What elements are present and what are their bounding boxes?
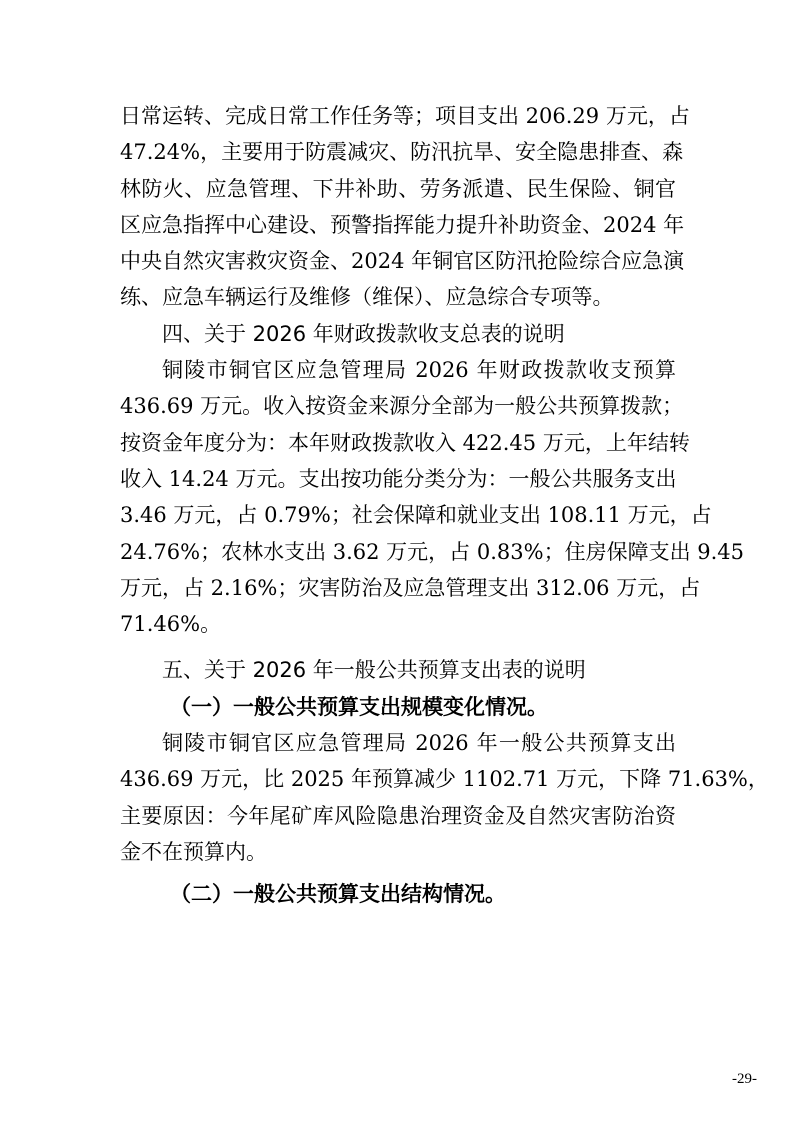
text-line: 24.76%；农林水支出 3.62 万元，占 0.83%；住房保障支出 9.45 bbox=[120, 539, 744, 564]
text-line: 按资金年度分为：本年财政拨款收入 422.45 万元，上年结转 bbox=[120, 430, 690, 455]
text-line: 铜陵市铜官区应急管理局 2026 年一般公共预算支出 bbox=[162, 731, 676, 756]
text-line: 日常运转、完成日常工作任务等；项目支出 206.29 万元，占 bbox=[120, 104, 690, 128]
section-heading-4: 四、关于 2026 年财政拨款收支总表的说明 bbox=[162, 321, 565, 346]
text-line: 中央自然灾害救灾资金、2024 年铜官区防汛抢险综合应急演 bbox=[120, 249, 685, 274]
page-number: -29- bbox=[732, 1071, 757, 1087]
text-line: 71.46%。 bbox=[120, 612, 222, 637]
text-line: 区应急指挥中心建设、预警指挥能力提升补助资金、2024 年 bbox=[120, 212, 685, 237]
text-line: 47.24%，主要用于防震减灾、防汛抗旱、安全隐患排查、森 bbox=[120, 140, 684, 165]
document-body bbox=[120, 98, 769, 913]
text-line: 收入 14.24 万元。支出按功能分类分为：一般公共服务支出 bbox=[120, 466, 677, 491]
paragraph-scale-change bbox=[120, 725, 769, 870]
paragraph-fiscal-summary bbox=[120, 352, 744, 642]
paragraph-project-expenditure bbox=[120, 98, 690, 316]
subsection-heading-2: （二）一般公共预算支出结构情况。 bbox=[170, 881, 506, 907]
text-line: 金不在预算内。 bbox=[120, 839, 267, 864]
text-line: 铜陵市铜官区应急管理局 2026 年财政拨款收支预算 bbox=[162, 358, 676, 383]
text-line: 436.69 万元，比 2025 年预算减少 1102.71 万元，下降 71.63%， bbox=[120, 767, 769, 792]
text-line: 练、应急车辆运行及维修（维保）、应急综合专项等。 bbox=[120, 285, 614, 310]
text-line: 主要原因：今年尾矿库风险隐患治理资金及自然灾害防治资 bbox=[120, 803, 676, 828]
spacer bbox=[120, 642, 676, 652]
text-line: 436.69 万元。收入按资金来源分全部为一般公共预算拨款； bbox=[120, 394, 684, 419]
text-line: 3.46 万元，占 0.79%；社会保障和就业支出 108.11 万元，占 bbox=[120, 503, 712, 528]
text-line: 林防火、应急管理、下井补助、劳务派遣、民生保险、铜官 bbox=[120, 176, 676, 201]
text-line: 万元，占 2.16%；灾害防治及应急管理支出 312.06 万元，占 bbox=[120, 575, 701, 600]
subsection-heading-1: （一）一般公共预算支出规模变化情况。 bbox=[170, 693, 548, 719]
section-heading-5: 五、关于 2026 年一般公共预算支出表的说明 bbox=[162, 658, 586, 683]
